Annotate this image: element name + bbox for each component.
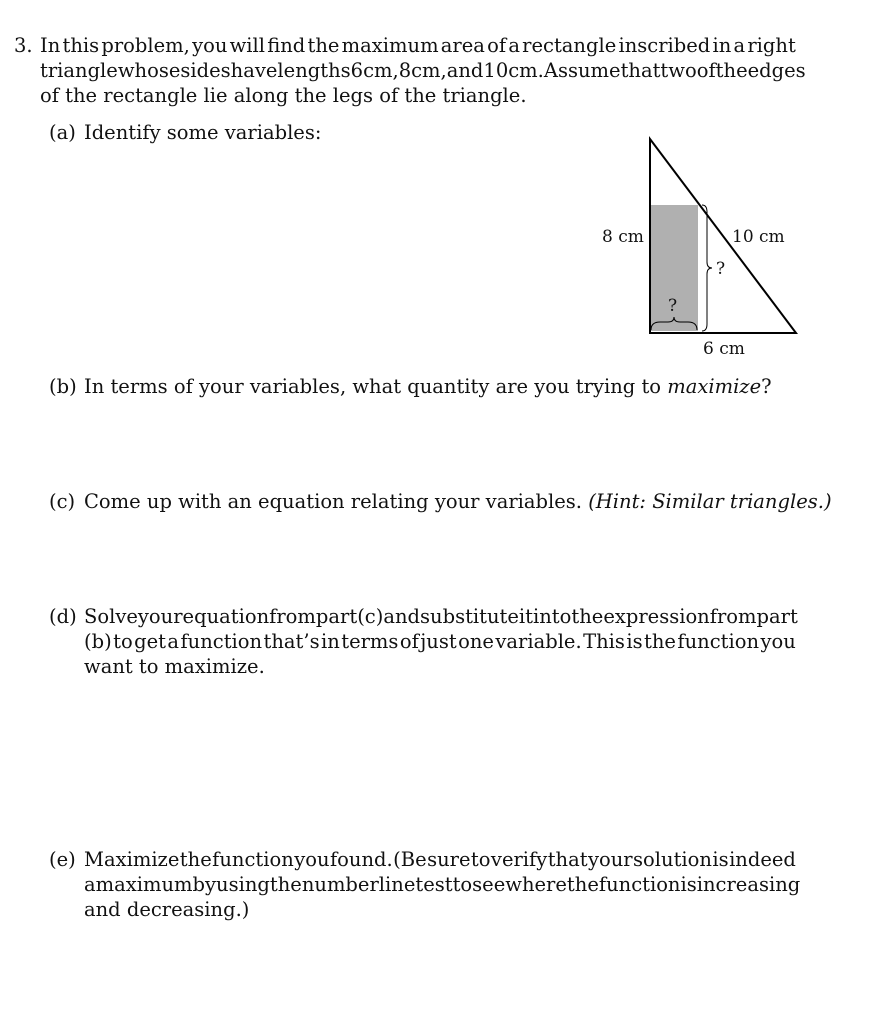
part-b-text-after: ? [761, 375, 772, 398]
word: equation [182, 605, 270, 628]
word: problem, [101, 34, 190, 57]
word: you [760, 630, 796, 653]
word: Maximize [84, 848, 180, 871]
word: the [644, 630, 676, 653]
base-label: 6 cm [703, 339, 745, 359]
part-b-label: (b) [49, 375, 77, 398]
word: edges [747, 59, 806, 82]
word: part [756, 605, 798, 628]
word: you [294, 848, 330, 871]
word: (b) [84, 630, 112, 653]
part-c-body: Come up with an equation relating your variables. [84, 490, 582, 513]
word: (c) [357, 605, 384, 628]
word: in [712, 34, 732, 57]
word: one [458, 630, 494, 653]
unknown-height-label: ? [716, 259, 726, 279]
word: that [620, 59, 661, 82]
word: your [137, 605, 183, 628]
problem-number: 3. [14, 34, 33, 57]
word: you [192, 34, 228, 57]
part-b-text-before: In terms of your variables, what quantity are you trying to [84, 375, 668, 398]
word: cm. [508, 59, 544, 82]
word: sides [180, 59, 231, 82]
word: the [715, 59, 748, 82]
word: and [383, 605, 421, 628]
word: function [212, 848, 294, 871]
word: indeed [729, 848, 796, 871]
word: the [566, 873, 599, 896]
word: to [452, 873, 473, 896]
part-d-label: (d) [49, 605, 77, 628]
word: cm, [363, 59, 399, 82]
word: variable. [495, 630, 582, 653]
part-b-text [84, 374, 772, 399]
part-e-line-2 [84, 872, 801, 897]
part-e-label: (e) [49, 848, 76, 871]
word: the [269, 873, 302, 896]
word: area [440, 34, 485, 57]
word: cm, [411, 59, 447, 82]
part-b-emphasis: maximize [667, 375, 762, 398]
word: it [518, 605, 533, 628]
part-a-label: (a) [49, 121, 76, 144]
word: solution [633, 848, 712, 871]
word: right [747, 34, 796, 57]
word: lengths [277, 59, 351, 82]
word: this [62, 34, 100, 57]
word: that’s [263, 630, 320, 653]
word: is [680, 873, 697, 896]
part-d-line-3: want to maximize. [84, 655, 265, 678]
part-a-text: Identify some variables: [84, 121, 322, 144]
word: that [547, 848, 588, 871]
word: test [415, 873, 453, 896]
word: In [40, 34, 61, 57]
word: function [180, 630, 263, 653]
word: your [587, 848, 633, 871]
word: function [677, 630, 760, 653]
word: (Be [393, 848, 427, 871]
word: increasing [696, 873, 801, 896]
part-d-line-1 [84, 604, 796, 629]
word: part [315, 605, 358, 628]
word: number [301, 873, 379, 896]
word: This [583, 630, 625, 653]
word: function [598, 873, 681, 896]
word: of [399, 630, 419, 653]
word: maximum [95, 873, 193, 896]
word: get [134, 630, 166, 653]
word: to [470, 848, 491, 871]
word: using [216, 873, 270, 896]
part-e-line-3: and decreasing.) [84, 898, 250, 921]
problem-line-3: of the rectangle lie along the legs of the triangle. [40, 84, 527, 107]
word: the [571, 605, 604, 628]
word: from [709, 605, 757, 628]
word: 10 [483, 59, 509, 82]
word: find [267, 34, 306, 57]
word: in [321, 630, 340, 653]
word: to [113, 630, 133, 653]
word: verify [490, 848, 548, 871]
word: just [420, 630, 457, 653]
word: inscribed [618, 34, 711, 57]
word: 8 [398, 59, 412, 82]
word: found. [329, 848, 393, 871]
word: of [696, 59, 716, 82]
word: whose [117, 59, 181, 82]
word: into [533, 605, 572, 628]
part-c-label: (c) [49, 490, 76, 513]
word: where [505, 873, 567, 896]
word: see [472, 873, 506, 896]
word: two [660, 59, 697, 82]
word: terms [341, 630, 399, 653]
word: a [508, 34, 520, 57]
word: expression [603, 605, 710, 628]
word: by [192, 873, 217, 896]
word: from [269, 605, 316, 628]
word: substitute [420, 605, 519, 628]
part-e-line-1 [84, 847, 796, 872]
word: the [307, 34, 340, 57]
word: Solve [84, 605, 138, 628]
word: a [84, 873, 96, 896]
word: sure [427, 848, 471, 871]
word: is [626, 630, 643, 653]
word: of [487, 34, 507, 57]
word: line [378, 873, 416, 896]
left-leg-label: 8 cm [602, 227, 644, 247]
word: and [446, 59, 484, 82]
word: will [229, 34, 266, 57]
part-c-text [84, 489, 832, 514]
word: a [733, 34, 746, 57]
word: Assume [543, 59, 621, 82]
word: a [167, 630, 180, 653]
word: have [230, 59, 278, 82]
unknown-width-label: ? [668, 296, 678, 316]
word: triangle [40, 59, 118, 82]
part-c-hint: (Hint: Similar triangles.) [588, 490, 832, 513]
hypotenuse-label: 10 cm [732, 227, 785, 247]
word: rectangle [522, 34, 617, 57]
word: the [179, 848, 212, 871]
word: 6 [350, 59, 364, 82]
height-brace [702, 205, 712, 331]
word: maximum [341, 34, 439, 57]
word: is [712, 848, 729, 871]
part-d-line-2 [84, 629, 796, 654]
